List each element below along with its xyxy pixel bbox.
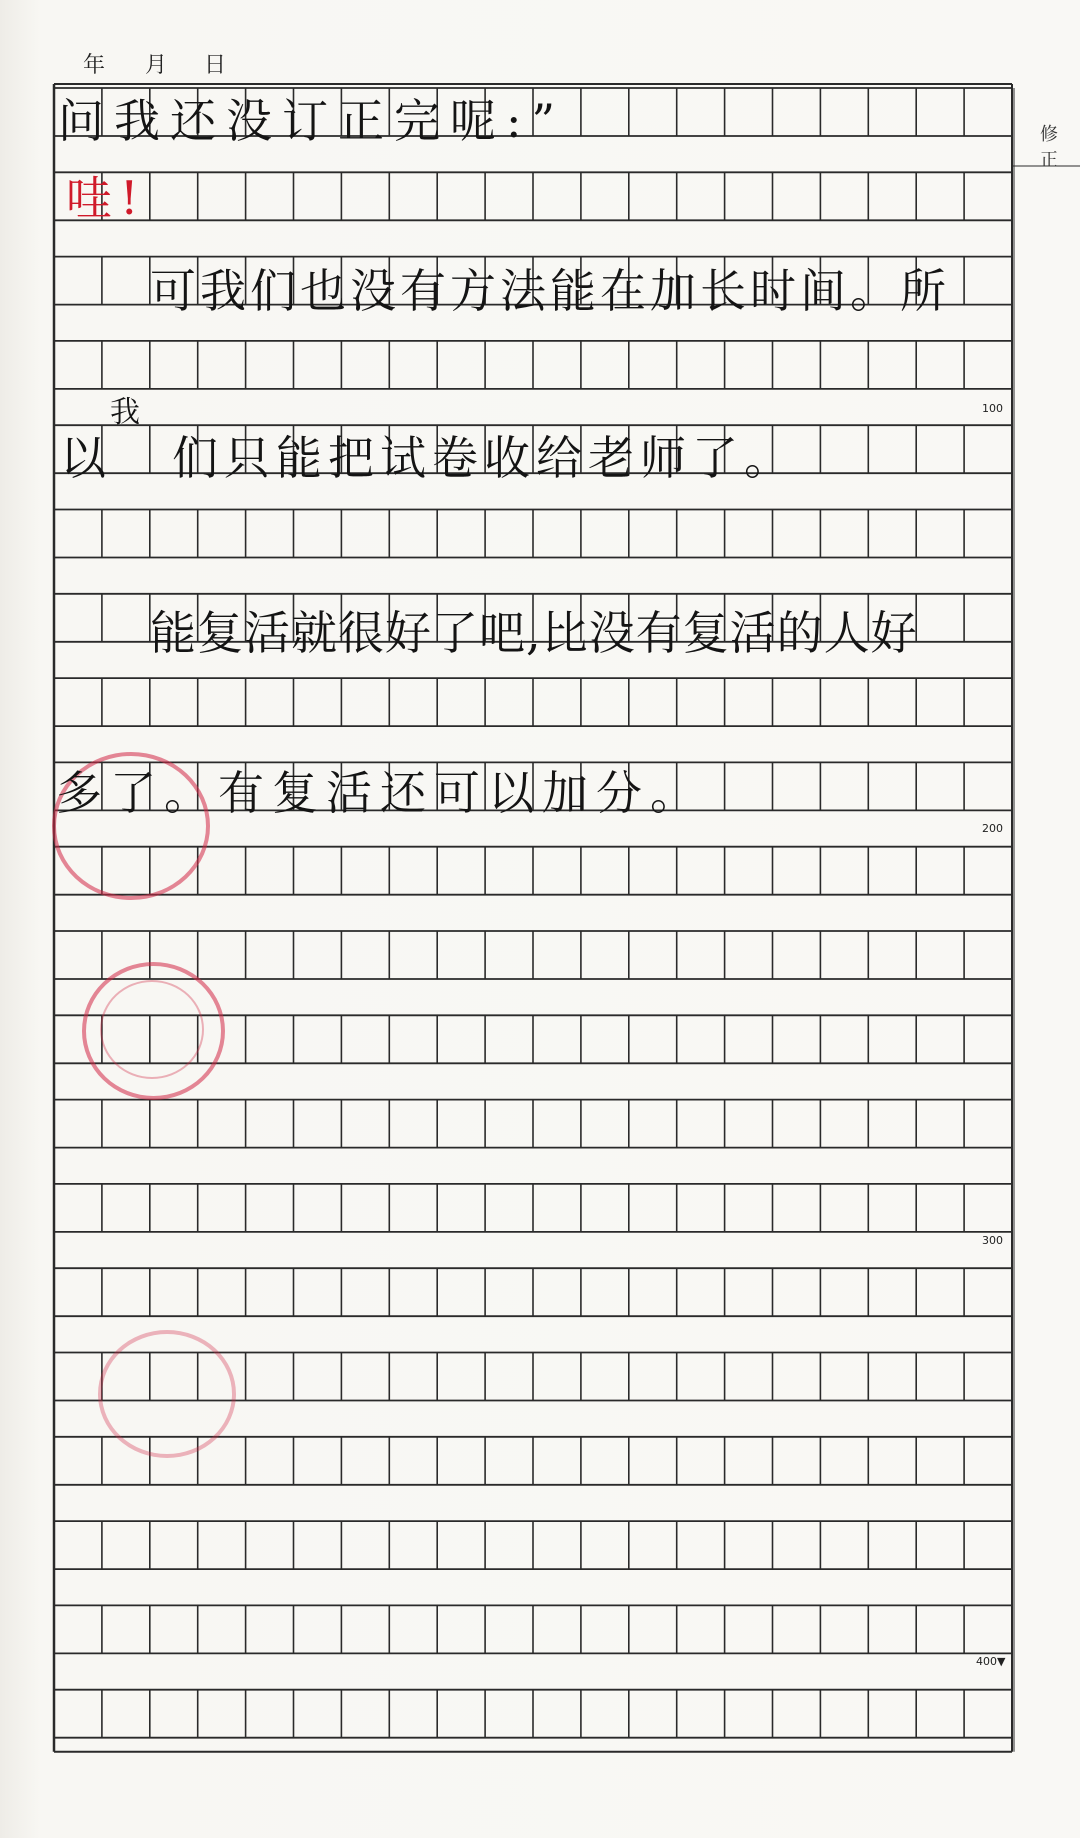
seal-stamp <box>98 1330 236 1458</box>
essay-line-4-prefix: 以 <box>60 431 114 485</box>
essay-line-6: 多了。有复活还可以加分。 <box>56 766 704 820</box>
grid-count-marker: 200 <box>982 822 1003 835</box>
seal-stamp-inner <box>100 980 204 1079</box>
essay-line-4: 们只能把试卷收给老师了。 <box>172 431 796 485</box>
essay-line-1: 问我还没订正完呢:” <box>58 94 566 148</box>
grid-count-marker: 400▼ <box>976 1655 1006 1668</box>
essay-line-3: 可我们也没有方法能在加长时间。所 <box>150 264 950 318</box>
essay-line-5: 能复活就很好了吧,比没有复活的人好 <box>150 606 918 660</box>
day-label: 日 <box>204 53 227 78</box>
year-label: 年 <box>83 53 106 78</box>
grid-count-marker: 300 <box>982 1234 1003 1247</box>
month-label: 月 <box>145 53 168 78</box>
essay-line-4-insertion: 我 <box>110 395 148 430</box>
correction-column-label: 修正 <box>1040 124 1062 171</box>
essay-line-2: 哇! <box>66 171 147 225</box>
grid-count-marker: 100 <box>982 402 1003 415</box>
show-through-text <box>200 1100 227 1146</box>
